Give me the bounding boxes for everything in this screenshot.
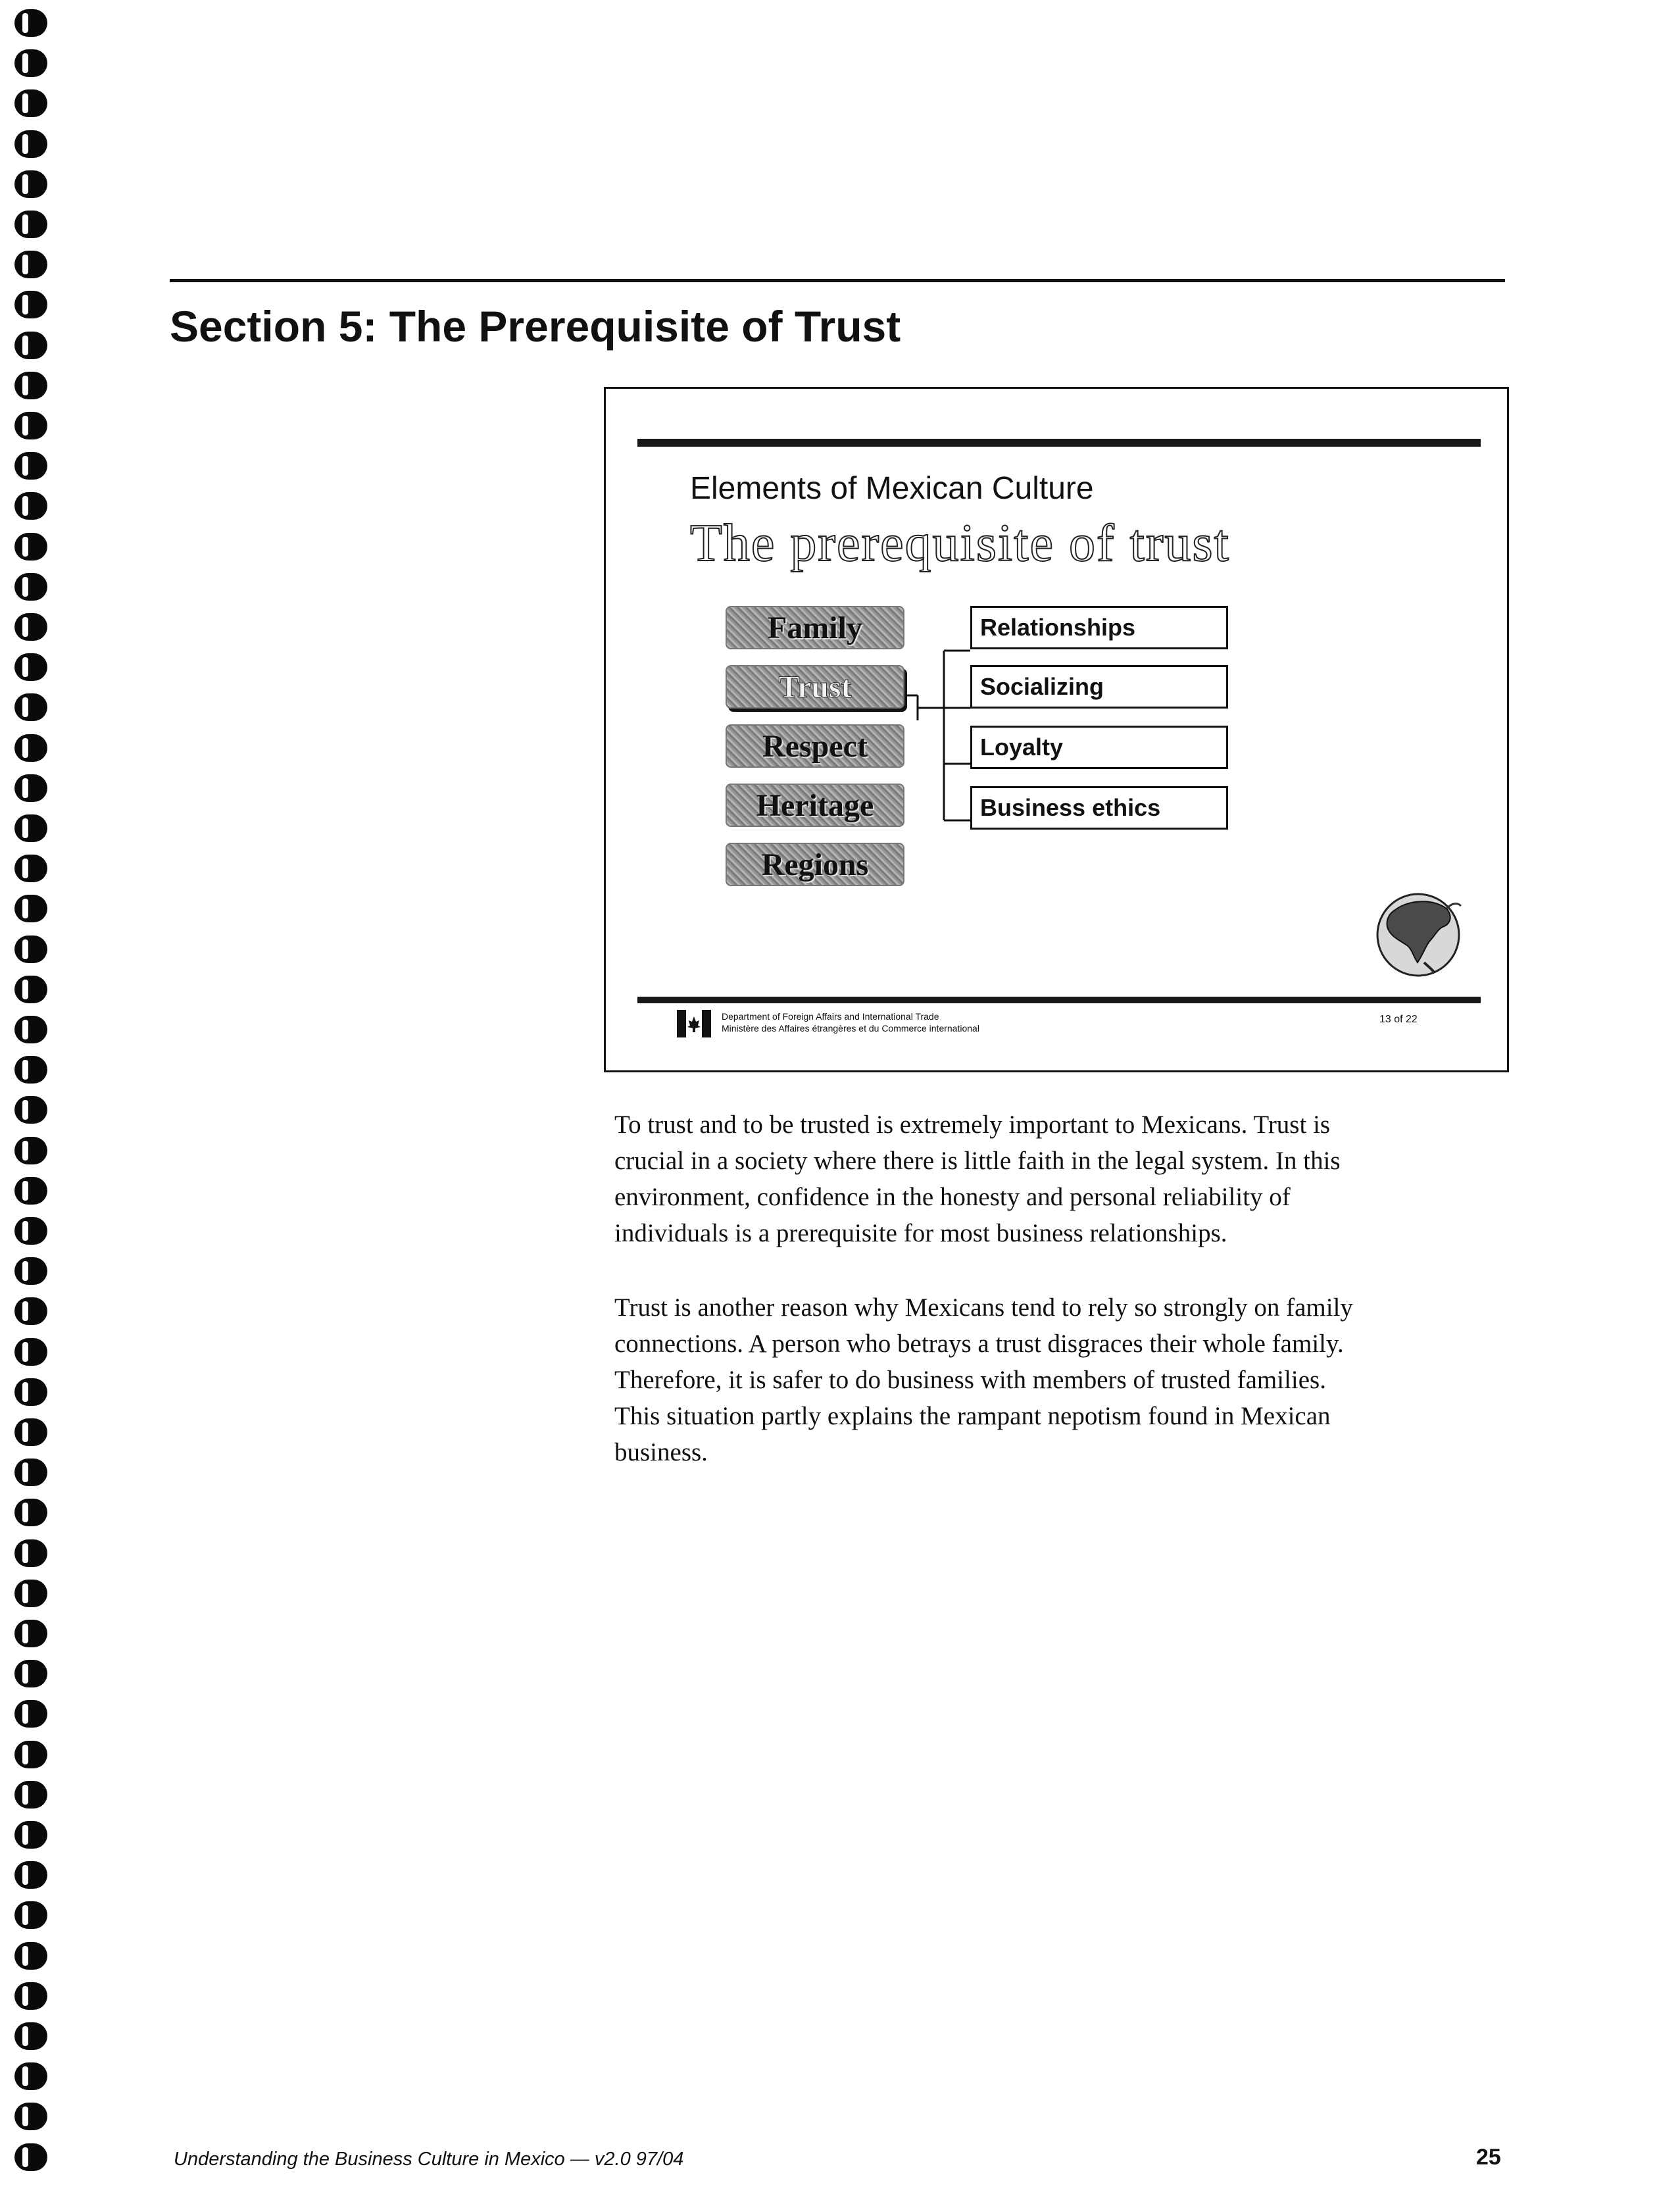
binding-hole: [14, 1418, 47, 1446]
binding-hole: [14, 1821, 47, 1849]
binding-hole: [14, 1942, 47, 1970]
text-line: individuals is a prerequisite for most business relationships.: [614, 1219, 1227, 1247]
binding-hole: [14, 130, 47, 158]
slide-bottom-bar: [637, 997, 1481, 1003]
binding-hole: [14, 653, 47, 681]
binding-hole: [14, 613, 47, 641]
binding-hole: [14, 1338, 47, 1366]
slide-figure: [604, 387, 1509, 1072]
binding-hole: [14, 1459, 47, 1486]
binding-hole: [14, 573, 47, 601]
top-rule: [170, 279, 1505, 282]
binding-hole: [14, 412, 47, 439]
body-paragraph-2: [614, 1289, 1489, 1470]
box-label: Loyalty: [980, 734, 1064, 761]
box-loyalty: [970, 726, 1228, 769]
text-line: Trust is another reason why Mexicans tend to rely so strongly on family: [614, 1293, 1353, 1322]
binding-hole: [14, 693, 47, 721]
binding-hole: [14, 2103, 47, 2130]
pill-heritage: [726, 784, 904, 827]
binding-hole: [14, 291, 47, 318]
pill-label: Heritage: [756, 787, 874, 823]
department-name-french: Ministère des Affaires étrangères et du Commerce international: [722, 1023, 979, 1034]
box-socializing: [970, 665, 1228, 709]
box-label: Relationships: [980, 614, 1136, 641]
binding-hole: [14, 251, 47, 278]
binding-hole: [14, 2143, 47, 2171]
binding-hole: [14, 211, 47, 238]
binding-hole: [14, 49, 47, 77]
text-line: crucial in a society where there is little faith in the legal system. In this: [614, 1147, 1341, 1175]
binding-hole: [14, 734, 47, 762]
binding-hole: [14, 332, 47, 359]
text-line: To trust and to be trusted is extremely important to Mexicans. Trust is: [614, 1110, 1331, 1139]
binding-hole: [14, 1901, 47, 1929]
box-label: Business ethics: [980, 794, 1161, 821]
binding-hole: [14, 1539, 47, 1567]
binding-hole: [14, 1137, 47, 1164]
box-relationships: [970, 606, 1228, 649]
binding-hole: [14, 452, 47, 480]
binding-hole: [14, 1741, 47, 1768]
footer-title: Understanding the Business Culture in Mexico — v2.0 97/04: [174, 2149, 684, 2170]
binding-hole: [14, 895, 47, 922]
binding-hole: [14, 1620, 47, 1647]
section-heading: Section 5: The Prerequisite of Trust: [170, 302, 901, 351]
binding-hole: [14, 492, 47, 520]
binding-hole: [14, 89, 47, 117]
binding-hole: [14, 1016, 47, 1043]
pill-trust: [726, 665, 904, 709]
binding-hole: [14, 9, 47, 37]
pill-label: Family: [768, 610, 862, 645]
pill-regions: [726, 843, 904, 886]
pill-family: [726, 606, 904, 649]
pill-label: Trust: [778, 669, 852, 705]
box-label: Socializing: [980, 673, 1104, 700]
binding-hole: [14, 855, 47, 882]
binding-hole: [14, 1217, 47, 1245]
binding-hole: [14, 372, 47, 399]
binding-hole: [14, 814, 47, 842]
binding-hole: [14, 774, 47, 802]
slide-heading: Elements of Mexican Culture: [690, 471, 1094, 506]
binding-hole: [14, 2062, 47, 2090]
page-number: 25: [1476, 2145, 1501, 2170]
text-line: business.: [614, 1438, 708, 1466]
text-line: connections. A person who betrays a trust disgraces their whole family.: [614, 1330, 1344, 1358]
binding-hole: [14, 1096, 47, 1124]
pill-label: Respect: [762, 728, 868, 764]
pill-respect: [726, 724, 904, 768]
text-line: environment, confidence in the honesty and personal reliability of: [614, 1183, 1291, 1211]
binding-hole: [14, 1861, 47, 1889]
binding-hole: [14, 533, 47, 561]
canada-flag-icon: [677, 1010, 711, 1037]
binding-hole: [14, 2022, 47, 2050]
binding-hole: [14, 1982, 47, 2010]
slide-title: The prerequisite of trust: [690, 514, 1230, 572]
binding-hole: [14, 1297, 47, 1325]
binding-hole: [14, 1499, 47, 1526]
binding-hole: [14, 936, 47, 963]
text-line: Therefore, it is safer to do business with members of trusted families.: [614, 1366, 1326, 1394]
text-line: This situation partly explains the rampant nepotism found in Mexican: [614, 1402, 1331, 1430]
binding-hole: [14, 1580, 47, 1607]
binding-hole: [14, 1177, 47, 1205]
binding-hole: [14, 1781, 47, 1809]
binding-hole: [14, 976, 47, 1003]
body-paragraph-1: [614, 1107, 1489, 1251]
pill-label: Regions: [761, 847, 869, 882]
box-business-ethics: [970, 786, 1228, 830]
department-name-english: Department of Foreign Affairs and International Trade: [722, 1011, 939, 1022]
slide-page-counter: 13 of 22: [1379, 1014, 1418, 1025]
binding-hole: [14, 1660, 47, 1687]
binding-hole: [14, 1378, 47, 1406]
binding-hole: [14, 1700, 47, 1728]
binding-hole: [14, 1257, 47, 1285]
spiral-binding: [14, 9, 49, 2193]
binding-hole: [14, 1056, 47, 1084]
binding-hole: [14, 170, 47, 198]
globe-icon: [1369, 884, 1468, 982]
